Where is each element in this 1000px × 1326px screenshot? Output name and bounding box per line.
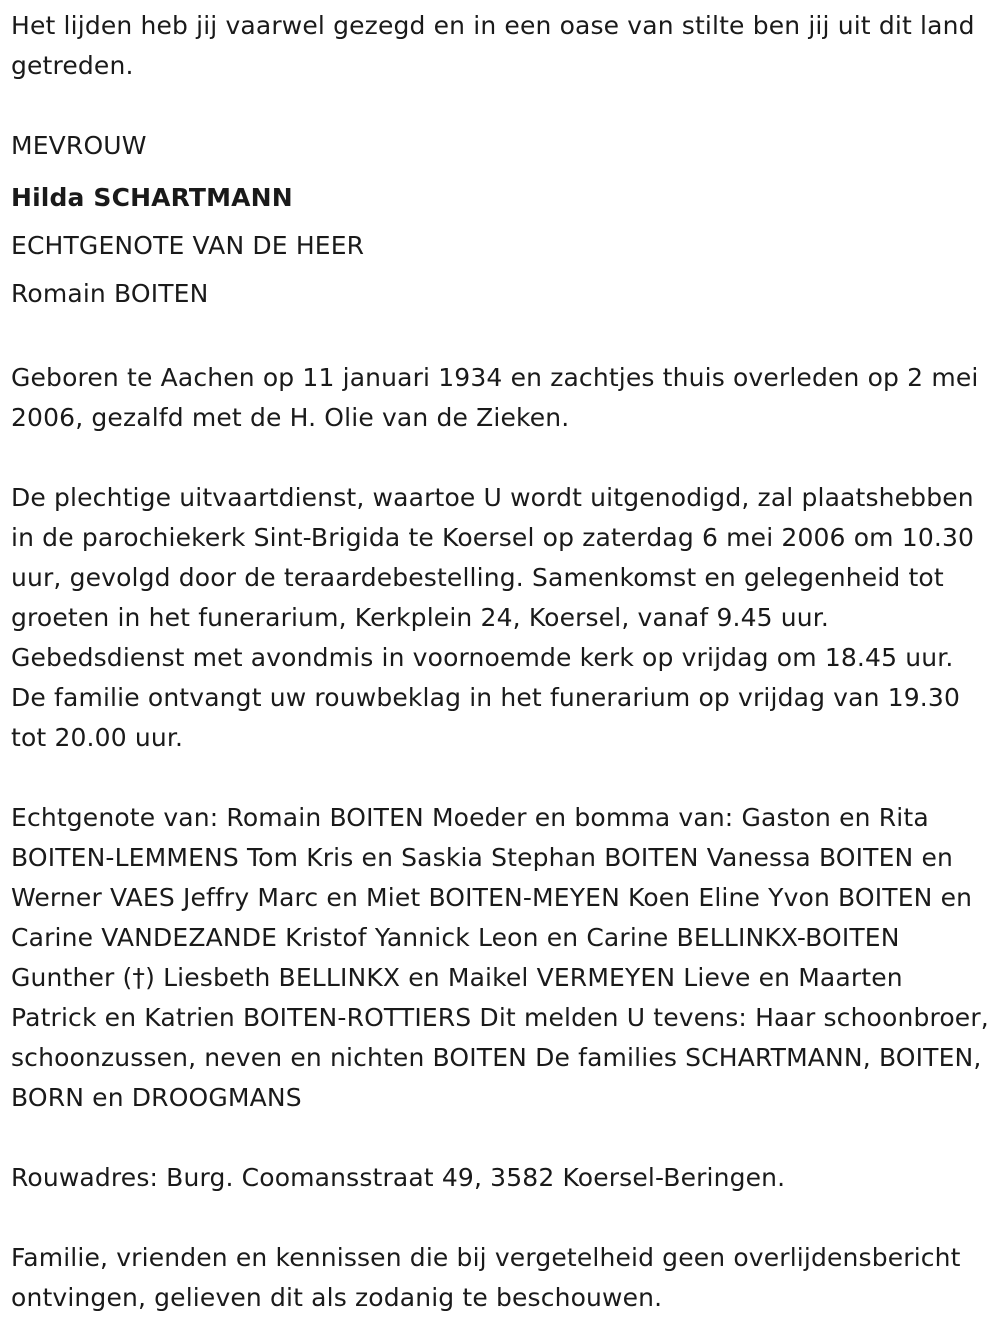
spacer bbox=[11, 1118, 993, 1158]
obituary-document bbox=[11, 6, 993, 1318]
closing-text: Familie, vrienden en kennissen die bij vergetelheid geen overlijdensbericht ontvingen, gelieven dit als zodanig te beschouwen. bbox=[11, 1243, 961, 1312]
funeral-service-text: De plechtige uitvaartdienst, waartoe U wordt uitgenodigd, zal plaatshebben in de parochiekerk Sint-Brigida te Koersel op zaterdag 6 mei 2006 om 10.30 uur, gevolgd door de teraardebestelling. Samenkomst en gelegenheid tot groeten in het funerarium, Kerkplein 24, Koersel, vanaf 9.45 uur. Gebedsdienst met avondmis in voornoemde kerk op vrijdag om 18.45 uur. De familie ontvangt uw rouwbeklag in het funerarium op vrijdag van 19.30 tot 20.00 uur. bbox=[11, 483, 975, 752]
birth-death-text: Geboren te Aachen op 11 januari 1934 en zachtjes thuis overleden op 2 mei 2006, gezalfd met de H. Olie van de Zieken. bbox=[11, 363, 979, 432]
spacer bbox=[11, 758, 993, 798]
family-list-text: Echtgenote van: Romain BOITEN Moeder en bomma van: Gaston en Rita BOITEN-LEMMENS Tom Kris en Saskia Stephan BOITEN Vanessa BOITEN en Werner VAES Jeffry Marc en Miet BOITEN-MEYEN Koen Eline Yvon BOITEN en Carine VANDEZANDE Kristof Yannick Leon en Carine BELLINKX-BOITEN Gunther (†) Liesbeth BELLINKX en Maikel VERMEYEN Lieve en Maarten Patrick en Katrien BOITEN-ROTTIERS Dit melden U tevens: Haar schoonbroer, schoonzussen, neven en nichten BOITEN De families SCHARTMANN, BOITEN, BORN en DROOGMANS bbox=[11, 803, 989, 1112]
deceased-title: MEVROUW bbox=[11, 131, 147, 160]
spacer bbox=[11, 318, 993, 358]
spacer bbox=[11, 438, 993, 478]
deceased-relation: ECHTGENOTE VAN DE HEER bbox=[11, 231, 365, 260]
deceased-name: Hilda SCHARTMANN bbox=[11, 183, 293, 212]
address-text: Rouwadres: Burg. Coomansstraat 49, 3582 Koersel-Beringen. bbox=[11, 1163, 786, 1192]
spacer bbox=[11, 1198, 993, 1238]
deceased-block bbox=[11, 126, 993, 318]
intro-text: Het lijden heb jij vaarwel gezegd en in een oase van stilte ben jij uit dit land getreden. bbox=[11, 11, 975, 80]
spacer bbox=[11, 86, 993, 126]
deceased-spouse: Romain BOITEN bbox=[11, 279, 209, 308]
